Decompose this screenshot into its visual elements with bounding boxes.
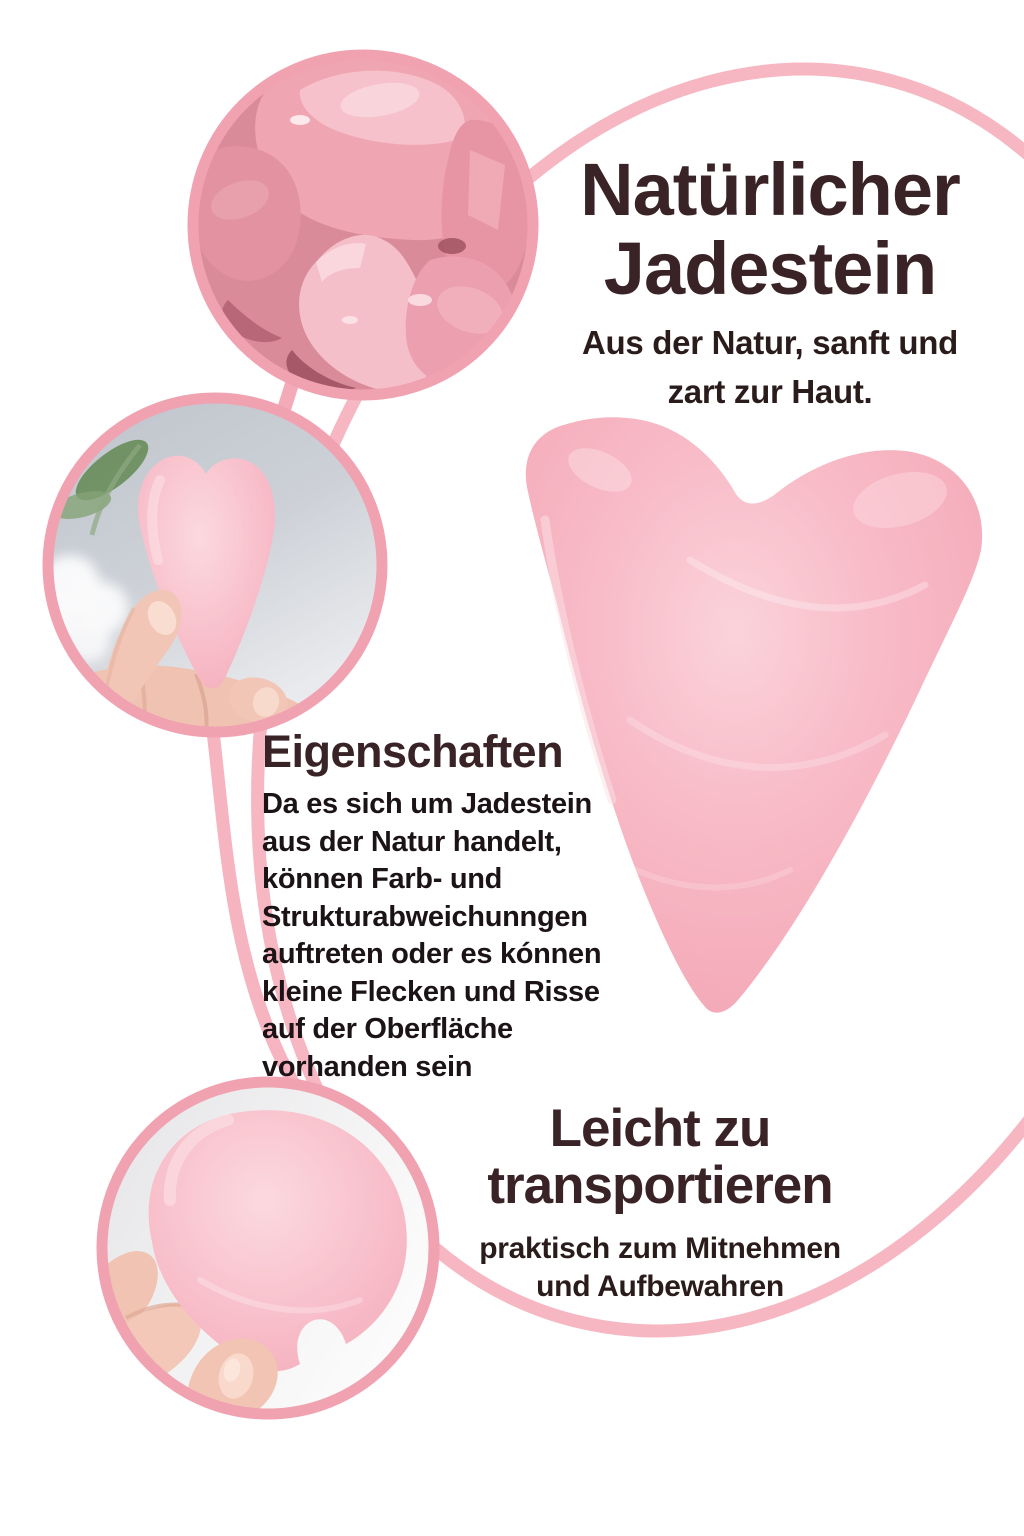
hero-text-block	[512, 150, 1024, 416]
features-heading: Eigenschaften	[262, 726, 564, 777]
features-body-line: aus der Natur handelt,	[262, 825, 562, 858]
hero-subtitle	[512, 318, 1024, 416]
features-body-line: auf der Oberfläche	[262, 1013, 513, 1045]
transport-subtitle-line2: und Aufbewahren	[536, 1270, 784, 1303]
transport-text-block	[420, 1100, 900, 1306]
transport-subtitle-line1: praktisch zum Mitnehmen	[479, 1232, 841, 1265]
features-body-line: Strukturabweichunngen	[262, 900, 588, 933]
features-body-line: Da es sich um Jadestein	[262, 788, 592, 820]
transport-heading-line1: Leicht zu	[549, 1099, 771, 1158]
features-body-line: vorhanden sein	[262, 1050, 473, 1083]
features-body-line: kleine Flecken und Risse	[262, 975, 600, 1008]
transport-subtitle	[420, 1230, 900, 1306]
crystals-photo-circle	[191, 54, 533, 395]
main-title-line2: Jadestein	[603, 227, 937, 310]
carry-photo-circle	[62, 1082, 434, 1414]
features-body-line: können Farb- und	[262, 863, 503, 895]
hero-subtitle-line1: Aus der Natur, sanft und	[581, 324, 958, 361]
features-body-line: auftreten oder es kónnen	[262, 938, 602, 970]
transport-heading-line2: transportieren	[487, 1156, 833, 1215]
features-text-block	[262, 726, 662, 1086]
hand-photo-circle	[38, 398, 382, 732]
main-title-line1: Natürlicher	[580, 148, 960, 231]
hero-subtitle-line2: zart zur Haut.	[667, 373, 873, 410]
